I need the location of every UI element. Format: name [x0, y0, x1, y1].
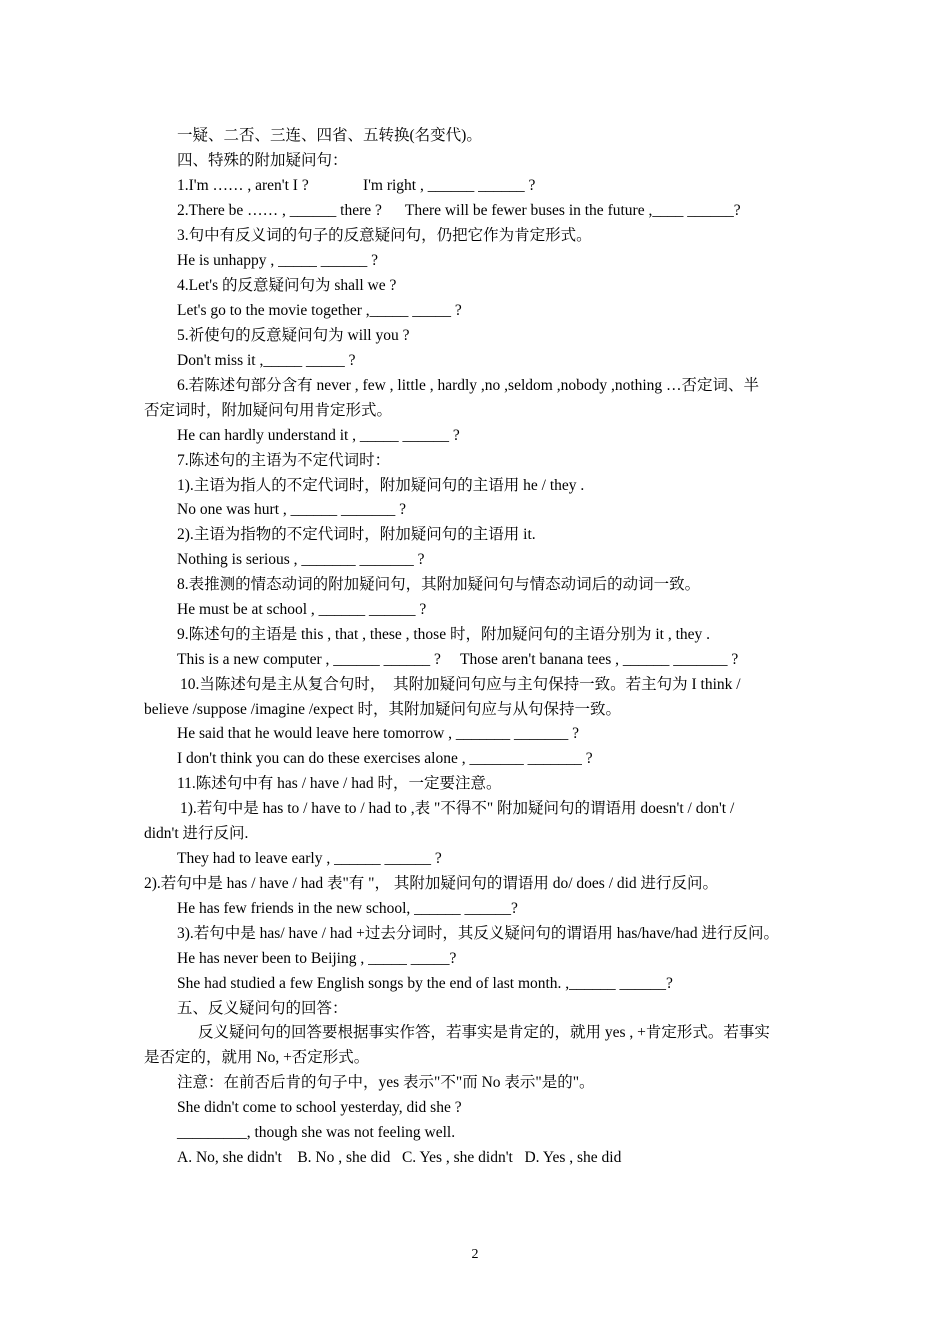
text-line: 5.祈使句的反意疑问句为 will you ? — [177, 327, 410, 344]
text-line: 反义疑问句的回答要根据事实作答，若事实是肯定的，就用 yes , +肯定形式。若事实 — [198, 1024, 770, 1041]
text-line: Nothing is serious , _______ _______ ? — [177, 551, 425, 568]
text-line: 否定词时，附加疑问句用肯定形式。 — [144, 402, 393, 419]
text-line: didn't 进行反问. — [144, 825, 249, 842]
text-line: She didn't come to school yesterday, did she ? — [177, 1099, 462, 1116]
text-line: 1).若句中是 has to / have to / had to ,表 "不得不" 附加疑问句的谓语用 doesn't / don't / — [180, 800, 735, 817]
text-line: 注意：在前否后肯的句子中，yes 表示"不"而 No 表示"是的"。 — [177, 1074, 595, 1091]
text-line: This is a new computer , ______ ______ ? Those aren't banana tees , ______ _______ ? — [177, 651, 739, 668]
text-line: 2).若句中是 has / have / had 表"有 "， 其附加疑问句的谓语用 do/ does / did 进行反问。 — [144, 875, 719, 892]
text-line: 11.陈述句中有 has / have / had 时，一定要注意。 — [177, 775, 502, 792]
text-line: 10.当陈述句是主从复合句时， 其附加疑问句应与主句保持一致。若主句为 I think / — [180, 676, 741, 693]
text-line: Don't miss it ,_____ _____ ? — [177, 352, 356, 369]
text-line: They had to leave early , ______ ______ ? — [177, 850, 442, 867]
text-line: 2).主语为指物的不定代词时，附加疑问句的主语用 it. — [177, 526, 536, 543]
text-line: He must be at school , ______ ______ ? — [177, 601, 427, 618]
text-line: believe /suppose /imagine /expect 时，其附加疑问句应与从句保持一致。 — [144, 701, 621, 718]
text-line: 9.陈述句的主语是 this , that , these , those 时，附加疑问句的主语分别为 it , they . — [177, 626, 711, 643]
text-line: He is unhappy , _____ ______ ? — [177, 252, 379, 269]
text-line: She had studied a few English songs by the end of last month. ,______ ______? — [177, 975, 673, 992]
text-line: 一疑、二否、三连、四省、五转换(名变代)。 — [177, 127, 482, 144]
text-line: 3).若句中是 has/ have / had +过去分词时，其反义疑问句的谓语用 has/have/had 进行反问。 — [177, 925, 779, 942]
text-line: He has never been to Beijing , _____ _____? — [177, 950, 457, 967]
text-line: 1).主语为指人的不定代词时，附加疑问句的主语用 he / they . — [177, 477, 585, 494]
text-line: 8.表推测的情态动词的附加疑问句，其附加疑问句与情态动词后的动词一致。 — [177, 576, 701, 593]
answer-options: A. No, she didn't B. No , she did C. Yes , she didn't D. Yes , she did — [177, 1149, 622, 1166]
text-line: No one was hurt , ______ _______ ? — [177, 501, 407, 518]
text-line: 3.句中有反义词的句子的反意疑问句，仍把它作为肯定形式。 — [177, 227, 592, 244]
text-line: 是否定的，就用 No, +否定形式。 — [144, 1049, 370, 1066]
text-line: He has few friends in the new school, ______ ______? — [177, 900, 518, 917]
text-line: 7.陈述句的主语为不定代词时： — [177, 452, 391, 469]
section-heading: 四、特殊的附加疑问句： — [177, 152, 348, 169]
text-line: 6.若陈述句部分含有 never , few , little , hardly ,no ,seldom ,nobody ,nothing …否定词、半 — [177, 377, 760, 394]
section-heading: 五、反义疑问句的回答： — [177, 1000, 348, 1017]
text-line: He said that he would leave here tomorrow , _______ _______ ? — [177, 725, 580, 742]
text-line: 1.I'm …… , aren't I ? I'm right , ______ ______ ? — [177, 177, 536, 194]
text-line: Let's go to the movie together ,_____ _____ ? — [177, 302, 462, 319]
page-number: 2 — [471, 1247, 479, 1262]
text-line: He can hardly understand it , _____ ______ ? — [177, 427, 460, 444]
text-line: _________, though she was not feeling well. — [177, 1124, 456, 1141]
text-line: 4.Let's 的反意疑问句为 shall we ? — [177, 277, 397, 294]
text-line: I don't think you can do these exercises alone , _______ _______ ? — [177, 750, 593, 767]
text-line: 2.There be …… , ______ there ? There will be fewer buses in the future ,____ ______? — [177, 202, 741, 219]
